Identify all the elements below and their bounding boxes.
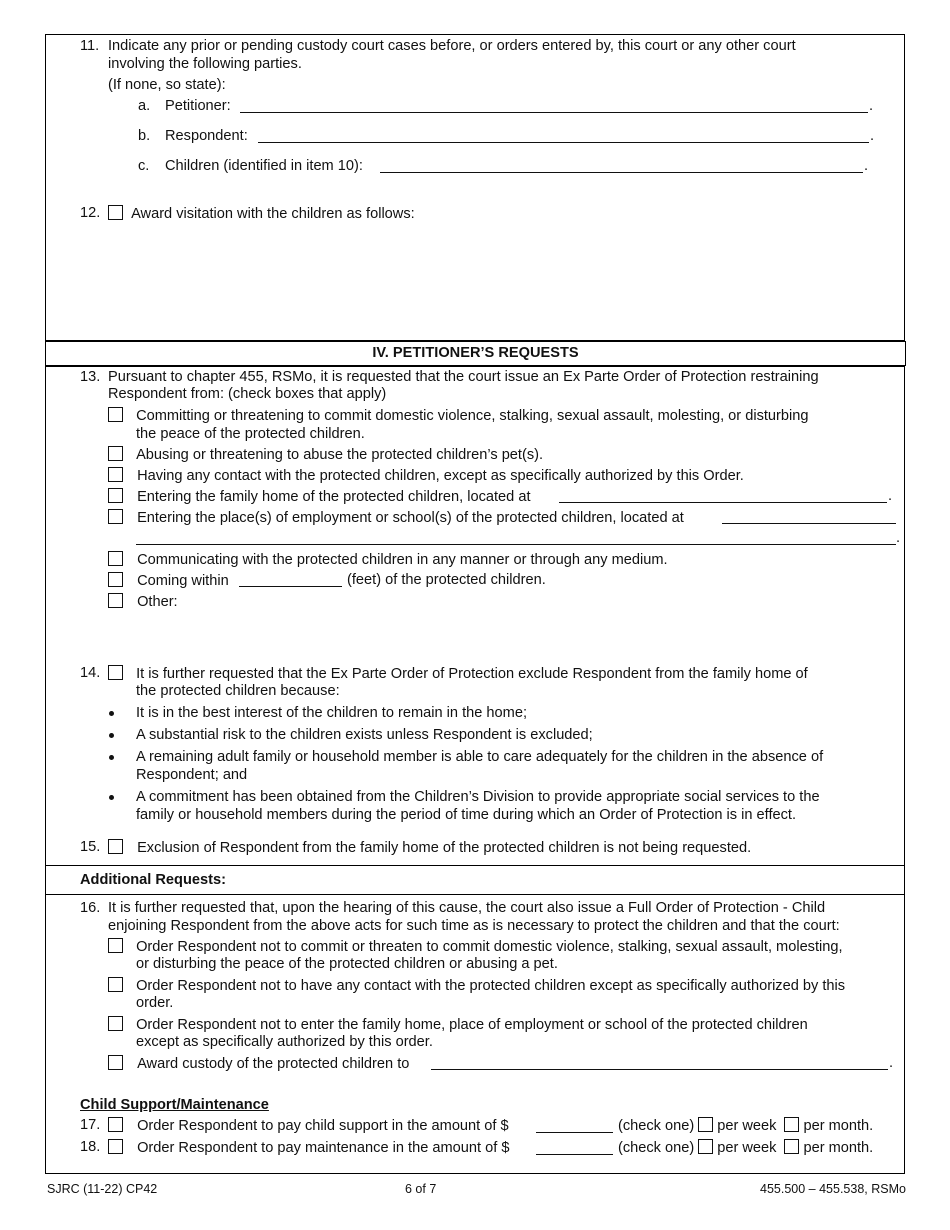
item-13-opt5-period: . — [896, 530, 901, 546]
item-17-per-month-checkbox[interactable] — [784, 1117, 799, 1132]
item-16-option-3 — [108, 1016, 808, 1034]
item-13-opt4-period: . — [888, 488, 893, 504]
item-13-opt6-text: Communicating with the protected children in any manner or through any medium. — [137, 552, 668, 568]
family-home-location-field[interactable] — [559, 502, 887, 503]
distance-feet-field[interactable] — [239, 586, 342, 587]
item-13-opt7-text-pre: Coming within — [137, 573, 229, 589]
item-11b-label: Respondent: — [165, 128, 248, 144]
item-18-per-week-label: per week — [717, 1140, 777, 1156]
bullet-icon — [109, 755, 114, 760]
item-13-option-6 — [108, 551, 668, 569]
item-13-opt4-checkbox[interactable] — [108, 488, 123, 503]
item-13-option-2 — [108, 446, 543, 464]
item-14-row — [108, 665, 808, 683]
item-13-option-5 — [108, 509, 684, 527]
item-11c-letter: c. — [138, 158, 150, 174]
item-13-opt8-text: Other: — [137, 594, 178, 610]
item-13-opt7-text-post: (feet) of the protected children. — [347, 572, 546, 588]
item-17-check-one: (check one) — [618, 1118, 695, 1134]
item-18-frequency — [618, 1139, 873, 1157]
employment-school-location-field[interactable] — [722, 523, 896, 524]
custody-award-field[interactable] — [431, 1069, 888, 1070]
item-16-opt4-period: . — [889, 1055, 894, 1071]
item-13-opt7-checkbox[interactable] — [108, 572, 123, 587]
item-13-opt1-text-line2: the peace of the protected children. — [136, 426, 365, 442]
item-16-opt3-checkbox[interactable] — [108, 1016, 123, 1031]
item-17-frequency — [618, 1117, 873, 1135]
footer-page-number: 6 of 7 — [405, 1182, 437, 1196]
item-13-option-8 — [108, 593, 178, 611]
item-11b-period: . — [870, 128, 875, 144]
item-15-number: 15. — [80, 839, 101, 855]
item-16-option-4 — [108, 1055, 409, 1073]
item-11-text-line2: involving the following parties. — [108, 56, 302, 72]
divider-additional-top — [45, 865, 905, 866]
item-17-per-week-label: per week — [717, 1118, 777, 1134]
section-iv-title: IV. PETITIONER’S REQUESTS — [372, 345, 579, 361]
item-13-opt5-checkbox[interactable] — [108, 509, 123, 524]
respondent-cases-field[interactable] — [258, 142, 869, 143]
item-14-text-line2: the protected children because: — [136, 683, 340, 699]
petitioner-cases-field[interactable] — [240, 112, 868, 113]
children-cases-field[interactable] — [380, 172, 863, 173]
item-13-opt8-checkbox[interactable] — [108, 593, 123, 608]
item-11b-letter: b. — [138, 128, 151, 144]
footer-form-id: SJRC (11-22) CP42 — [47, 1182, 158, 1196]
item-13-opt1-text: Committing or threatening to commit domestic violence, stalking, sexual assault, molesting, or disturbing — [136, 408, 809, 424]
item-11a-label: Petitioner: — [165, 98, 231, 114]
item-18-per-month-checkbox[interactable] — [784, 1139, 799, 1154]
item-16-opt1-text-line2: or disturbing the peace of the protected children or abusing a pet. — [136, 956, 558, 972]
item-12-text: Award visitation with the children as follows: — [131, 206, 415, 222]
item-13-number: 13. — [80, 369, 101, 385]
bullet-icon — [109, 733, 114, 738]
item-16-option-2 — [108, 977, 845, 995]
item-12-number: 12. — [80, 205, 101, 221]
item-14-bullet-3: A remaining adult family or household member is able to care adequately for the children in the absence of — [136, 749, 824, 765]
item-11-text-line1: Indicate any prior or pending custody court cases before, or orders entered by, this court or any other court — [108, 38, 796, 54]
item-18-per-month-label: per month. — [803, 1140, 874, 1156]
item-13-opt5-text: Entering the place(s) of employment or school(s) of the protected children, located at — [137, 510, 684, 526]
item-16-number: 16. — [80, 900, 101, 916]
additional-requests-title: Additional Requests: — [80, 872, 226, 888]
item-18-text: Order Respondent to pay maintenance in the amount of $ — [137, 1140, 510, 1156]
item-16-text-line1: It is further requested that, upon the hearing of this cause, the court also issue a Full Order of Protection - Child — [108, 900, 826, 916]
item-13-option-3 — [108, 467, 744, 485]
item-13-opt3-text: Having any contact with the protected children, except as specifically authorized by this Order. — [137, 468, 744, 484]
item-13-opt4-text: Entering the family home of the protected children, located at — [137, 489, 531, 505]
bullet-icon — [109, 711, 114, 716]
bullet-icon — [109, 795, 114, 800]
child-support-amount-field[interactable] — [536, 1132, 613, 1133]
item-13-opt6-checkbox[interactable] — [108, 551, 123, 566]
item-14-bullet-1: It is in the best interest of the children to remain in the home; — [136, 705, 527, 721]
divider-additional-bottom — [45, 894, 905, 895]
item-14-bullet-4-cont: family or household members during the period of time during which an Order of Protection is in effect. — [136, 807, 797, 823]
item-13-option-4 — [108, 488, 531, 506]
item-13-text-line2: Respondent from: (check boxes that apply) — [108, 386, 387, 402]
item-16-opt1-checkbox[interactable] — [108, 938, 123, 953]
item-15-text: Exclusion of Respondent from the family home of the protected children is not being requested. — [137, 840, 752, 856]
item-15-row — [108, 839, 751, 857]
item-17-per-week-checkbox[interactable] — [698, 1117, 713, 1132]
item-11a-letter: a. — [138, 98, 151, 114]
item-13-option-7 — [108, 572, 229, 590]
item-11c-period: . — [864, 158, 869, 174]
employment-school-location-field-line2[interactable] — [136, 544, 896, 545]
item-17-number: 17. — [80, 1117, 101, 1133]
item-13-opt2-checkbox[interactable] — [108, 446, 123, 461]
item-16-opt4-text: Award custody of the protected children to — [137, 1056, 410, 1072]
item-13-opt1-checkbox[interactable] — [108, 407, 123, 422]
item-16-opt3-text: Order Respondent not to enter the family home, place of employment or school of the protected children — [136, 1017, 808, 1033]
item-18-check-one: (check one) — [618, 1140, 695, 1156]
item-14-bullet-2: A substantial risk to the children exists unless Respondent is excluded; — [136, 727, 593, 743]
item-18-checkbox[interactable] — [108, 1139, 123, 1154]
item-12-checkbox[interactable] — [108, 205, 123, 220]
item-11-number: 11. — [80, 38, 100, 54]
item-13-opt3-checkbox[interactable] — [108, 467, 123, 482]
item-18-per-week-checkbox[interactable] — [698, 1139, 713, 1154]
item-16-opt2-text: Order Respondent not to have any contact with the protected children except as specifically authorized by this — [136, 978, 846, 994]
child-support-title: Child Support/Maintenance — [80, 1097, 269, 1113]
item-14-number: 14. — [80, 665, 101, 681]
item-16-opt1-text: Order Respondent not to commit or threaten to commit domestic violence, stalking, sexual assault, molesting, — [136, 939, 843, 955]
item-18-number: 18. — [80, 1139, 101, 1155]
item-11-note: (If none, so state): — [108, 77, 226, 93]
item-16-opt4-checkbox[interactable] — [108, 1055, 123, 1070]
item-16-opt2-text-line2: order. — [136, 995, 174, 1011]
item-17-per-month-label: per month. — [803, 1118, 874, 1134]
item-17-checkbox[interactable] — [108, 1117, 123, 1132]
footer-statute: 455.500 – 455.538, RSMo — [760, 1182, 906, 1196]
item-14-text-line1: It is further requested that the Ex Parte Order of Protection exclude Respondent from the family home of — [136, 666, 808, 682]
item-13-opt2-text: Abusing or threatening to abuse the protected children’s pet(s). — [136, 447, 544, 463]
item-17-row — [108, 1117, 509, 1135]
item-16-option-1 — [108, 938, 843, 956]
item-15-checkbox[interactable] — [108, 839, 123, 854]
item-14-bullet-4: A commitment has been obtained from the Children’s Division to provide appropriate social services to the — [136, 789, 820, 805]
item-14-checkbox[interactable] — [108, 665, 123, 680]
item-16-opt3-text-line2: except as specifically authorized by this order. — [136, 1034, 433, 1050]
item-12-row — [108, 205, 415, 223]
item-11a-period: . — [869, 98, 874, 114]
item-13-text-line1: Pursuant to chapter 455, RSMo, it is requested that the court issue an Ex Parte Order of Protection restraining — [108, 369, 819, 385]
item-16-text-line2: enjoining Respondent from the above acts for such time as is necessary to protect the children and that the court: — [108, 918, 840, 934]
item-11c-label: Children (identified in item 10): — [165, 158, 363, 174]
item-16-opt2-checkbox[interactable] — [108, 977, 123, 992]
item-13-option-1 — [108, 407, 809, 425]
item-14-bullet-3-cont: Respondent; and — [136, 767, 248, 783]
item-17-text: Order Respondent to pay child support in the amount of $ — [137, 1118, 509, 1134]
maintenance-amount-field[interactable] — [536, 1154, 613, 1155]
item-18-row — [108, 1139, 509, 1157]
